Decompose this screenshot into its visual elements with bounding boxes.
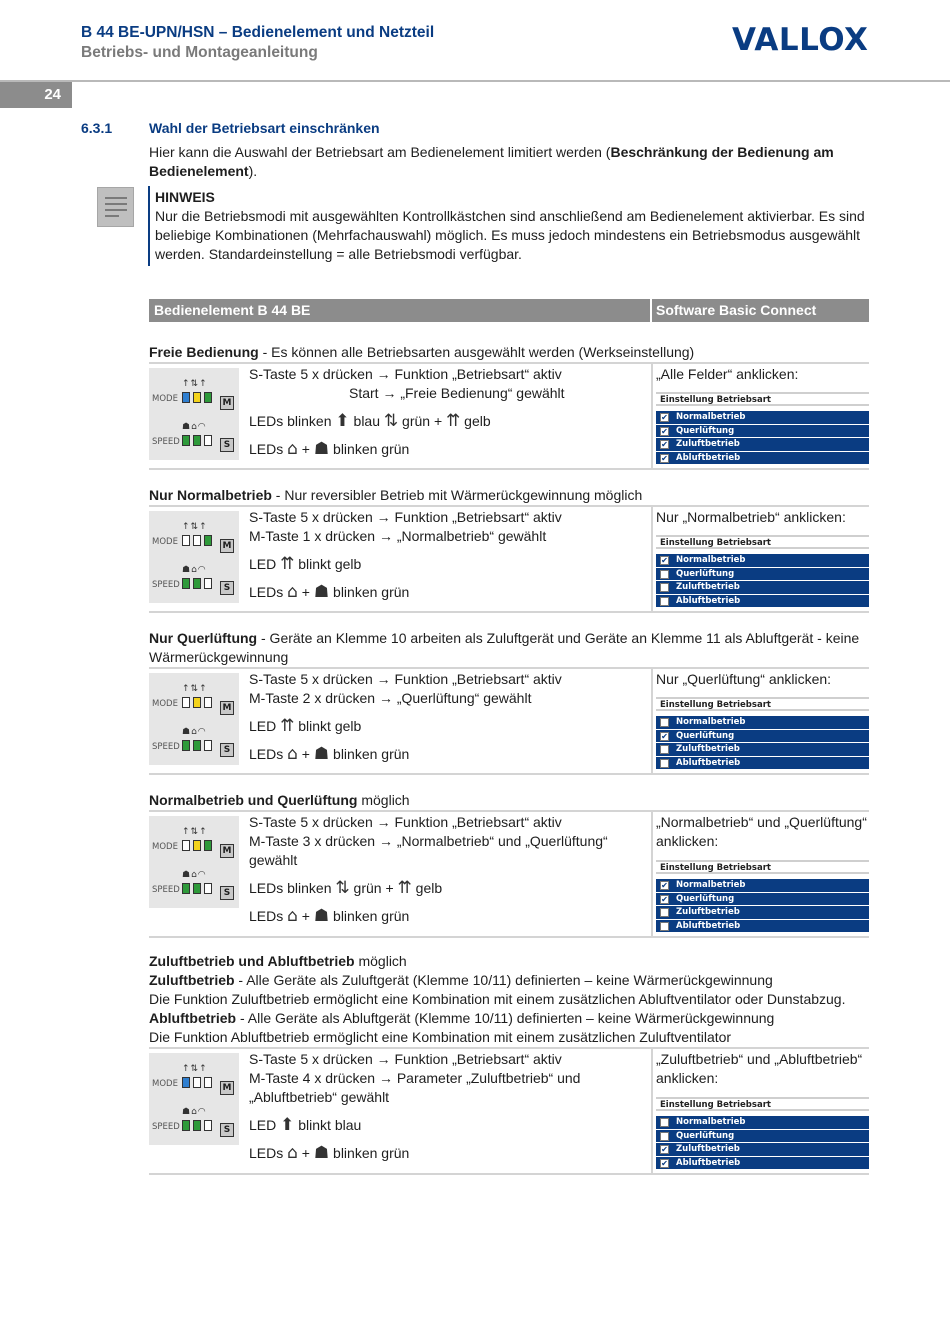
arrow-updown-icon: ⇅: [383, 411, 399, 431]
checkbox[interactable]: [660, 922, 669, 931]
section-title: Wahl der Betriebsart einschränken: [149, 120, 380, 136]
description-text: - Alle Geräte als Zuluftgerät (Klemme 10/11) definierten – keine Wärmerückgewinnung: [234, 972, 773, 988]
mode-block: [149, 343, 869, 470]
speed-led: [204, 1120, 212, 1131]
led-color-text: grün +: [349, 880, 398, 896]
mode-title-bold: Normalbetrieb und Querlüftung: [149, 792, 358, 808]
speed-led: [204, 883, 212, 894]
checkbox-label: Querlüftung: [676, 893, 735, 904]
checkbox[interactable]: [660, 597, 669, 606]
checkbox-label: Abluftbetrieb: [676, 920, 741, 931]
blink-green-text: blinken grün: [329, 584, 410, 600]
s-key[interactable]: S: [220, 1123, 234, 1137]
speed-led: [204, 740, 212, 751]
software-settings: [656, 535, 869, 608]
person-icon: ☗: [313, 744, 330, 764]
checkbox-label: Zuluftbetrieb: [676, 907, 740, 917]
house-icon: ⌂: [287, 906, 298, 926]
plus-sign: +: [297, 746, 314, 762]
settings-heading: Einstellung Betriebsart: [656, 392, 869, 406]
mode-checkbox-item[interactable]: [656, 581, 869, 595]
mode-checkbox-item[interactable]: [656, 906, 869, 920]
checkbox[interactable]: [660, 718, 669, 727]
led-status-line: [249, 412, 649, 431]
blink-green-text: blinken grün: [329, 908, 410, 924]
mode-label: MODE: [152, 842, 178, 852]
mode-checkbox-item[interactable]: [656, 879, 869, 893]
arrow-up-double-icon: ⇈: [446, 411, 461, 431]
led-status-line: [249, 879, 649, 898]
settings-heading: Einstellung Betriebsart: [656, 860, 869, 874]
m-key[interactable]: M: [220, 701, 234, 715]
mode-checkbox-item[interactable]: [656, 1143, 869, 1157]
speed-led: [193, 435, 201, 446]
table-header: [149, 299, 869, 322]
software-instruction-text: „Alle Felder“ anklicken:: [656, 366, 799, 382]
leds-prefix: LEDs: [249, 908, 288, 924]
software-settings: [656, 697, 869, 770]
led-color-text: blinkt gelb: [294, 718, 362, 734]
instruction-step-1: S-Taste 5 x drücken → Funktion „Betriebsart“ aktiv: [249, 814, 562, 830]
mode-title-bold: Freie Bedienung: [149, 344, 259, 360]
instruction-step-2: M-Taste 2 x drücken → „Querlüftung“ gewählt: [249, 690, 532, 706]
software-settings: [656, 1097, 869, 1170]
instructions: [249, 508, 649, 602]
arrow-up-double-icon: ⇈: [280, 716, 295, 736]
mode-led: [182, 392, 190, 403]
section-intro: [149, 143, 869, 181]
checkbox-label: Abluftbetrieb: [676, 452, 741, 463]
mode-led: [193, 535, 201, 546]
description-text: - Alle Geräte als Abluftgerät (Klemme 10/11) definierten – keine Wärmerückgewinnung: [236, 1010, 775, 1026]
house-icon: ⌂: [287, 744, 298, 764]
table-col-device: Bedienelement B 44 BE: [154, 302, 311, 318]
house-icon: ⌂: [287, 582, 298, 602]
checkbox-label: Zuluftbetrieb: [676, 744, 740, 754]
instructions: [249, 813, 649, 926]
spacer: [249, 431, 649, 440]
speed-label: SPEED: [152, 885, 180, 895]
speed-led: [182, 740, 190, 751]
mode-label: MODE: [152, 394, 178, 404]
led-status-prefix: LED: [249, 718, 281, 734]
mode-checkbox-item[interactable]: [656, 1157, 869, 1171]
column-divider: [651, 1049, 653, 1173]
software-instruction: [656, 670, 869, 689]
speed-label: SPEED: [152, 580, 180, 590]
mode-checkbox-item[interactable]: [656, 920, 869, 934]
instruction-step-2: Start → „Freie Bedienung“ gewählt: [349, 385, 565, 401]
mode-checkbox-item[interactable]: [656, 595, 869, 609]
mode-led: [193, 840, 201, 851]
software-instruction: [656, 1050, 869, 1088]
speed-label: SPEED: [152, 437, 180, 447]
s-key[interactable]: S: [220, 581, 234, 595]
mode-description: [149, 990, 869, 1009]
mode-title: [149, 791, 869, 810]
document-title: B 44 BE-UPN/HSN – Bedienelement und Netzteil: [81, 24, 435, 41]
blink-green-text: blinken grün: [329, 441, 410, 457]
mode-block: [149, 791, 869, 938]
checkbox[interactable]: [660, 759, 669, 768]
mode-checkbox-item[interactable]: [656, 743, 869, 757]
mode-label: MODE: [152, 1079, 178, 1089]
speed-led: [193, 1120, 201, 1131]
checkbox[interactable]: ✔: [661, 894, 668, 904]
blink-green-text: blinken grün: [329, 1145, 410, 1161]
checkbox[interactable]: ✔: [661, 1158, 668, 1168]
speed-icons: ☗⌂◠: [182, 870, 207, 880]
mode-led: [204, 1077, 212, 1088]
mode-led: [182, 840, 190, 851]
led-status-prefix: LED: [249, 556, 281, 572]
instructions: [249, 365, 649, 459]
control-panel-figure: [149, 673, 239, 765]
speed-icons: ☗⌂◠: [182, 727, 207, 737]
software-instruction-text: Nur „Querlüftung“ anklicken:: [656, 671, 832, 687]
spacer: [249, 546, 649, 555]
column-divider: [651, 812, 653, 936]
arrow-up-icon: ⬆: [280, 1115, 295, 1135]
mode-title: [149, 486, 869, 505]
leds-prefix: LEDs: [249, 1145, 288, 1161]
airflow-icons: ↑⇅↑: [182, 379, 208, 389]
checkbox[interactable]: ✔: [661, 881, 668, 890]
speed-led: [182, 578, 190, 589]
spacer: [249, 574, 649, 583]
note-text: Nur die Betriebsmodi mit ausgewählten Kontrollkästchen sind anschließend am Bedienelement aktivierbar. Es sind beliebige Kombinationen (Mehrfachauswahl) möglich. Es muss jedoch mindestens ein Betriebsmodus ausgewählt werden. Standardeinstellung = alle Betriebsmodi verfügbar.: [155, 208, 865, 262]
mode-title-bold: Zuluftbetrieb und Abluftbetrieb: [149, 953, 355, 969]
mode-checkbox-item[interactable]: [656, 1116, 869, 1130]
leds-prefix: LEDs: [249, 584, 288, 600]
leds-prefix: LEDs: [249, 746, 288, 762]
mode-row: [149, 505, 869, 613]
spacer: [249, 1107, 649, 1116]
mode-checkbox-item[interactable]: [656, 1130, 869, 1144]
mode-title-rest: möglich: [354, 953, 407, 969]
s-key[interactable]: S: [220, 743, 234, 757]
mode-row: [149, 1047, 869, 1175]
checkbox[interactable]: ✔: [661, 556, 668, 565]
settings-heading: Einstellung Betriebsart: [656, 1097, 869, 1111]
plus-sign: +: [297, 441, 314, 457]
plus-sign: +: [297, 584, 314, 600]
speed-icons: ☗⌂◠: [182, 565, 207, 575]
m-key[interactable]: M: [220, 844, 234, 858]
speed-led: [204, 578, 212, 589]
spacer: [249, 898, 649, 907]
mode-description: [149, 1009, 869, 1028]
speed-led: [182, 1120, 190, 1131]
speed-label: SPEED: [152, 742, 180, 752]
checkbox-label: Normalbetrieb: [676, 1117, 746, 1127]
m-key[interactable]: M: [220, 539, 234, 553]
checkbox[interactable]: ✔: [661, 453, 668, 463]
speed-led: [193, 740, 201, 751]
mode-title-rest: - Nur reversibler Betrieb mit Wärmerückgewinnung möglich: [271, 487, 643, 503]
checkbox[interactable]: ✔: [661, 426, 668, 436]
document-subtitle: Betriebs- und Montageanleitung: [81, 44, 318, 61]
settings-heading: Einstellung Betriebsart: [656, 697, 869, 711]
leds-green-line: [249, 440, 649, 459]
arrow-up-icon: ⬆: [335, 411, 350, 431]
checkbox[interactable]: [660, 1132, 669, 1141]
leds-green-line: [249, 745, 649, 764]
software-instruction-text: „Normalbetrieb“ und „Querlüftung“ anklicken:: [656, 814, 867, 849]
mode-checkbox-item[interactable]: [656, 438, 869, 452]
software-settings: [656, 860, 869, 933]
speed-led: [193, 883, 201, 894]
mode-block: [149, 486, 869, 613]
page-number: 24: [0, 82, 72, 108]
checkbox[interactable]: [660, 1118, 669, 1127]
mode-led: [193, 392, 201, 403]
instructions: [249, 1050, 649, 1163]
airflow-icons: ↑⇅↑: [182, 827, 208, 837]
intro-end: ).: [248, 163, 258, 179]
checkbox-label: Normalbetrieb: [676, 717, 746, 727]
software-instruction: [656, 508, 869, 527]
speed-led: [182, 435, 190, 446]
led-status-prefix: LED: [249, 1117, 281, 1133]
checkbox-label: Normalbetrieb: [676, 880, 746, 890]
instruction-step-1: S-Taste 5 x drücken → Funktion „Betriebsart“ aktiv: [249, 366, 562, 382]
mode-description: [149, 1028, 869, 1047]
checkbox-label: Abluftbetrieb: [676, 1157, 741, 1168]
software-instruction-text: „Zuluftbetrieb“ und „Abluftbetrieb“ anklicken:: [656, 1051, 863, 1086]
mode-checkbox-item[interactable]: [656, 757, 869, 771]
mode-led: [204, 697, 212, 708]
mode-checkbox-item[interactable]: [656, 554, 869, 568]
checkbox[interactable]: ✔: [661, 1145, 668, 1154]
checkbox[interactable]: ✔: [661, 440, 668, 449]
plus-sign: +: [297, 908, 314, 924]
checkbox-label: Zuluftbetrieb: [676, 1144, 740, 1154]
led-color-text: blinkt blau: [294, 1117, 362, 1133]
instruction-step-1: S-Taste 5 x drücken → Funktion „Betriebsart“ aktiv: [249, 671, 562, 687]
speed-icons: ☗⌂◠: [182, 422, 207, 432]
intro-bold: Beschränkung der Bedienung am Bedienelement: [149, 144, 834, 179]
software-instruction: [656, 365, 869, 384]
led-status-line: [249, 1116, 649, 1135]
software-settings: [656, 392, 869, 465]
checkbox-label: Querlüftung: [676, 425, 735, 436]
speed-label: SPEED: [152, 1122, 180, 1132]
mode-label: MODE: [152, 699, 178, 709]
led-color-text: blau: [349, 413, 384, 429]
person-icon: ☗: [313, 1143, 330, 1163]
mode-led: [204, 840, 212, 851]
speed-led: [182, 883, 190, 894]
instruction-step-2: M-Taste 3 x drücken → „Normalbetrieb“ und „Querlüftung“ gewählt: [249, 833, 608, 868]
description-bold: Abluftbetrieb: [149, 1010, 237, 1026]
checkbox[interactable]: [660, 570, 669, 579]
mode-checkbox-item[interactable]: [656, 893, 869, 907]
mode-block: [149, 952, 869, 1175]
spacer: [249, 870, 649, 879]
mode-title-rest: - Geräte an Klemme 10 arbeiten als Zuluftgerät und Geräte an Klemme 11 als Abluftgerät - keine Wärmerückgewinnung: [149, 630, 860, 665]
led-color-text: grün +: [398, 413, 447, 429]
speed-icons: ☗⌂◠: [182, 1107, 207, 1117]
speed-led: [193, 578, 201, 589]
description-text: Die Funktion Abluftbetrieb ermöglicht eine Kombination mit einem zusätzlichen Zuluftventilator: [149, 1029, 732, 1045]
instruction-step-1: S-Taste 5 x drücken → Funktion „Betriebsart“ aktiv: [249, 1051, 562, 1067]
mode-title: [149, 952, 869, 971]
checkbox-label: Zuluftbetrieb: [676, 439, 740, 449]
settings-heading: Einstellung Betriebsart: [656, 535, 869, 549]
software-instruction: [656, 813, 869, 851]
instruction-step-1: S-Taste 5 x drücken → Funktion „Betriebsart“ aktiv: [249, 509, 562, 525]
control-panel-figure: [149, 368, 239, 460]
airflow-icons: ↑⇅↑: [182, 522, 208, 532]
led-status-line: [249, 555, 649, 574]
mode-row: [149, 810, 869, 938]
checkbox[interactable]: ✔: [661, 413, 668, 422]
spacer: [249, 736, 649, 745]
mode-title-rest: möglich: [357, 792, 410, 808]
s-key[interactable]: S: [220, 438, 234, 452]
checkbox-label: Normalbetrieb: [676, 555, 746, 565]
note-icon: [97, 187, 134, 227]
column-divider: [651, 507, 653, 611]
section-number: 6.3.1: [81, 120, 113, 136]
note-heading: HINWEIS: [155, 189, 215, 205]
mode-led: [182, 535, 190, 546]
control-panel-figure: [149, 1053, 239, 1145]
airflow-icons: ↑⇅↑: [182, 1064, 208, 1074]
checkbox-label: Querlüftung: [676, 568, 735, 579]
led-status-prefix: LEDs blinken: [249, 880, 336, 896]
m-key[interactable]: M: [220, 1081, 234, 1095]
person-icon: ☗: [313, 439, 330, 459]
spacer: [249, 1135, 649, 1144]
mode-title-bold: Nur Querlüftung: [149, 630, 258, 646]
arrow-up-double-icon: ⇈: [397, 878, 412, 898]
mode-title: [149, 343, 869, 362]
leds-green-line: [249, 1144, 649, 1163]
person-icon: ☗: [313, 906, 330, 926]
spacer: [249, 708, 649, 717]
led-color-text: blinkt gelb: [294, 556, 362, 572]
mode-title-rest: - Es können alle Betriebsarten ausgewählt werden (Werkseinstellung): [258, 344, 695, 360]
mode-checkbox-item[interactable]: [656, 716, 869, 730]
column-divider: [651, 364, 653, 468]
plus-sign: +: [297, 1145, 314, 1161]
leds-prefix: LEDs: [249, 441, 288, 457]
mode-checkbox-item[interactable]: [656, 452, 869, 466]
note-box: [148, 186, 869, 266]
checkbox-label: Querlüftung: [676, 730, 735, 741]
checkbox[interactable]: [660, 745, 669, 754]
table-col-software: Software Basic Connect: [656, 302, 817, 318]
arrow-updown-icon: ⇅: [335, 878, 350, 898]
mode-checkbox-item[interactable]: [656, 730, 869, 744]
blink-green-text: blinken grün: [329, 746, 410, 762]
mode-label: MODE: [152, 537, 178, 547]
mode-checkbox-item[interactable]: [656, 568, 869, 582]
mode-led: [182, 1077, 190, 1088]
intro-text: Hier kann die Auswahl der Betriebsart am Bedienelement limitiert werden (: [149, 144, 611, 160]
checkbox[interactable]: [660, 908, 669, 917]
mode-checkbox-item[interactable]: [656, 425, 869, 439]
mode-description: [149, 971, 869, 990]
led-status-line: [249, 717, 649, 736]
brand-logo: VALLOX: [732, 22, 869, 58]
person-icon: ☗: [313, 582, 330, 602]
leds-green-line: [249, 907, 649, 926]
mode-title: [149, 629, 869, 667]
description-bold: Zuluftbetrieb: [149, 972, 235, 988]
speed-led: [204, 435, 212, 446]
mode-led: [182, 697, 190, 708]
mode-led: [204, 392, 212, 403]
instruction-step-2: M-Taste 4 x drücken → Parameter „Zuluftbetrieb“ und „Abluftbetrieb“ gewählt: [249, 1070, 581, 1105]
header-divider: [0, 80, 950, 82]
checkbox-label: Querlüftung: [676, 1130, 735, 1141]
mode-title-bold: Nur Normalbetrieb: [149, 487, 272, 503]
led-color-text: gelb: [460, 413, 491, 429]
arrow-up-double-icon: ⇈: [280, 554, 295, 574]
checkbox-label: Zuluftbetrieb: [676, 582, 740, 592]
mode-led: [204, 535, 212, 546]
software-instruction-text: Nur „Normalbetrieb“ anklicken:: [656, 509, 846, 525]
mode-row: [149, 667, 869, 775]
checkbox-label: Abluftbetrieb: [676, 595, 741, 606]
column-divider: [651, 669, 653, 773]
m-key[interactable]: M: [220, 396, 234, 410]
led-status-prefix: LEDs blinken: [249, 413, 336, 429]
house-icon: ⌂: [287, 1143, 298, 1163]
control-panel-figure: [149, 511, 239, 603]
instructions: [249, 670, 649, 764]
mode-row: [149, 362, 869, 470]
mode-led: [193, 697, 201, 708]
mode-checkbox-item[interactable]: [656, 411, 869, 425]
house-icon: ⌂: [287, 439, 298, 459]
airflow-icons: ↑⇅↑: [182, 684, 208, 694]
instruction-step-2: M-Taste 1 x drücken → „Normalbetrieb“ gewählt: [249, 528, 547, 544]
mode-led: [193, 1077, 201, 1088]
checkbox[interactable]: [660, 583, 669, 592]
checkbox-label: Normalbetrieb: [676, 412, 746, 422]
mode-block: [149, 629, 869, 775]
s-key[interactable]: S: [220, 886, 234, 900]
control-panel-figure: [149, 816, 239, 908]
checkbox-label: Abluftbetrieb: [676, 757, 741, 768]
checkbox[interactable]: ✔: [661, 731, 668, 741]
led-color-text: gelb: [411, 880, 443, 896]
leds-green-line: [249, 583, 649, 602]
description-text: Die Funktion Zuluftbetrieb ermöglicht eine Kombination mit einem zusätzlichen Abluftventilator oder Dunstabzug.: [149, 991, 846, 1007]
